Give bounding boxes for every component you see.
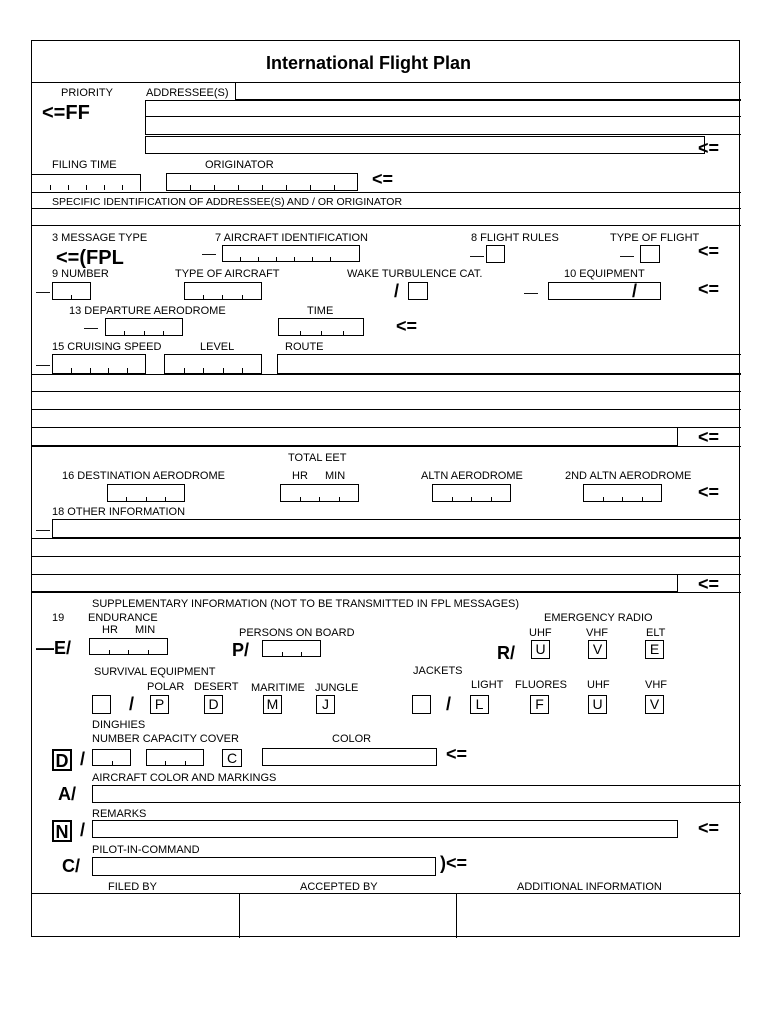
aircraft-type-input[interactable] bbox=[184, 282, 262, 300]
wake-slash: / bbox=[394, 281, 400, 301]
priority-label: PRIORITY bbox=[61, 87, 113, 99]
supplementary-label: SUPPLEMENTARY INFORMATION (NOT TO BE TRANSMITTED IN FPL MESSAGES) bbox=[92, 598, 520, 610]
altn-label: ALTN AERODROME bbox=[421, 470, 523, 482]
route-input-1[interactable] bbox=[277, 354, 741, 374]
filed-by-input[interactable] bbox=[32, 894, 239, 937]
filed-by-label: FILED BY bbox=[108, 881, 157, 893]
survival-jungle-box[interactable]: J bbox=[316, 695, 335, 714]
remarks-label: REMARKS bbox=[92, 808, 147, 820]
other-info-input-2[interactable] bbox=[32, 539, 741, 556]
route-input-3[interactable] bbox=[32, 392, 741, 409]
accepted-by-label: ACCEPTED BY bbox=[300, 881, 378, 893]
specific-id-input[interactable] bbox=[32, 209, 741, 225]
pob-input[interactable] bbox=[262, 640, 321, 657]
survival-slash: / bbox=[129, 694, 135, 714]
other-info-input-1[interactable] bbox=[52, 519, 741, 538]
departure-time-label: TIME bbox=[307, 305, 334, 317]
originator-end-marker: <= bbox=[372, 169, 394, 189]
cruising-speed-input[interactable] bbox=[52, 354, 146, 374]
polar-label: POLAR bbox=[147, 681, 185, 693]
survival-maritime-box[interactable]: M bbox=[263, 695, 282, 714]
item13-end-marker: <= bbox=[396, 316, 418, 336]
endurance-label: ENDURANCE bbox=[88, 612, 158, 624]
departure-label: 13 DEPARTURE AERODROME bbox=[69, 305, 226, 317]
jacket-vhf-box[interactable]: V bbox=[645, 695, 664, 714]
survival-label: SURVIVAL EQUIPMENT bbox=[94, 666, 216, 678]
priority-value: <=FF bbox=[42, 102, 90, 124]
aircraft-id-input[interactable] bbox=[222, 245, 360, 262]
jacket-fluores-box[interactable]: F bbox=[530, 695, 549, 714]
end-marker: <= bbox=[698, 138, 720, 158]
radio-elt-label: ELT bbox=[646, 627, 666, 639]
message-type-label: 3 MESSAGE TYPE bbox=[52, 232, 148, 244]
addressee-input-3[interactable] bbox=[145, 117, 741, 135]
flight-rules-label: 8 FLIGHT RULES bbox=[471, 232, 559, 244]
radio-prefix: R/ bbox=[497, 643, 515, 663]
dinghy-cover-box[interactable]: C bbox=[222, 749, 242, 767]
filing-time-label: FILING TIME bbox=[52, 159, 117, 171]
jacket-light-box[interactable]: L bbox=[470, 695, 489, 714]
aircraft-color-input[interactable] bbox=[92, 785, 741, 803]
radio-uhf-label: UHF bbox=[529, 627, 552, 639]
route-input-2[interactable] bbox=[32, 375, 741, 391]
pic-input[interactable] bbox=[92, 857, 436, 876]
pob-label: PERSONS ON BOARD bbox=[239, 627, 355, 639]
remarks-slash: / bbox=[80, 820, 86, 840]
jackets-label: JACKETS bbox=[413, 665, 463, 677]
jacket-uhf-label: UHF bbox=[587, 679, 610, 691]
type-of-flight-input[interactable] bbox=[640, 245, 660, 263]
item8-end-marker: <= bbox=[698, 241, 720, 261]
cruising-speed-label: 15 CRUISING SPEED bbox=[52, 341, 162, 353]
other-info-input-4[interactable] bbox=[32, 575, 678, 592]
survival-polar-box[interactable]: P bbox=[150, 695, 169, 714]
item10-end-marker: <= bbox=[698, 279, 720, 299]
destination-label: 16 DESTINATION AERODROME bbox=[62, 470, 225, 482]
dinghy-color-label: COLOR bbox=[332, 733, 372, 745]
altn2-label: 2ND ALTN AERODROME bbox=[565, 470, 692, 482]
addressee-input-1[interactable] bbox=[235, 83, 741, 100]
other-info-input-3[interactable] bbox=[32, 557, 741, 574]
jacket-uhf-box[interactable]: U bbox=[588, 695, 607, 714]
survival-input[interactable] bbox=[92, 695, 111, 714]
endurance-prefix: —E/ bbox=[36, 638, 72, 658]
endurance-hr-label: HR bbox=[102, 624, 118, 636]
item19-number: 19 bbox=[52, 612, 65, 624]
dinghy-capacity-input[interactable] bbox=[146, 749, 204, 766]
additional-info-input[interactable] bbox=[457, 894, 740, 937]
other-info-label: 18 OTHER INFORMATION bbox=[52, 506, 186, 518]
pic-close-marker: )<= bbox=[440, 853, 468, 873]
dinghies-slash: / bbox=[80, 749, 86, 769]
eet-hr-label: HR bbox=[292, 470, 308, 482]
addressee-input-4[interactable] bbox=[145, 136, 705, 154]
equipment-input[interactable] bbox=[548, 282, 661, 300]
radio-uhf-box[interactable]: U bbox=[531, 640, 550, 659]
remarks-end-marker: <= bbox=[698, 818, 720, 838]
route-input-5[interactable] bbox=[32, 428, 678, 446]
flight-plan-form: International Flight Plan PRIORITY ADDRESSEE(S) <=FF <= FILING TIME ORIGINATOR <= SPECIFIC IDENTIFICATION OF ADDRESSEE(S) AND / OR ORIGINATOR 3 MESSAGE TYPE <=(FPL 7 AIRCRAFT IDENTIFICATION — 8 FLIGHT RULES — TYPE OF FLIGHT — <= 9 NUMBER TYPE OF AIRCRAFT WAKE TURBULENCE CAT. 10 EQUIPMENT — / — / <= 13 DEPARTURE AERODROME TIME — <= 15 CRUISING SPEED LEVEL ROUTE — <= TOTAL EET HR MIN 16 DESTINATION AERODROME ALTN AERODROME 2ND ALTN AERODROME <= 18 OTHER INFORMATION — <= SUPPLEMENTARY INFORMATION (NOT TO BE TRANSMITTED IN FPL MESSAGES) 19 ENDURANCE HR MIN —E/ PERSONS ON BOARD P/ EMERGENCY RADIO UHF VHF ELT R/ U V E SURVIVAL EQUIPMENT POLAR DESERT MARITIME JUNGLE / P D M J JACKETS LIGHT FLUORES UHF VHF / L F U V DINGHIES NUMBER CAPACITY COVER COLOR D / C <= AIRCRAFT COLOR AND MARKINGS A/ REMARKS N / <= PILOT-IN-COMMAND C/ )<= FILED BY ACCEPTED BY ADDITIONAL INFORMATION bbox=[31, 40, 740, 937]
wake-turbulence-input[interactable] bbox=[408, 282, 428, 300]
originator-label: ORIGINATOR bbox=[205, 159, 274, 171]
radio-elt-box[interactable]: E bbox=[645, 640, 664, 659]
aircraft-id-label: 7 AIRCRAFT IDENTIFICATION bbox=[215, 232, 368, 244]
dinghy-color-input[interactable] bbox=[262, 748, 437, 766]
aircraft-color-prefix: A/ bbox=[58, 784, 76, 804]
item18-end-marker: <= bbox=[698, 574, 720, 594]
number-label: 9 NUMBER bbox=[52, 268, 109, 280]
route-end-marker: <= bbox=[698, 427, 720, 447]
addressee-input-2[interactable] bbox=[145, 100, 741, 117]
survival-desert-box[interactable]: D bbox=[204, 695, 223, 714]
jacket-vhf-label: VHF bbox=[645, 679, 667, 691]
remarks-box[interactable]: N bbox=[52, 820, 72, 842]
wake-turbulence-label: WAKE TURBULENCE CAT. bbox=[347, 268, 483, 280]
endurance-min-label: MIN bbox=[135, 624, 156, 636]
accepted-by-input[interactable] bbox=[240, 894, 456, 937]
message-type-value: <=(FPL bbox=[56, 247, 124, 269]
equipment-label: 10 EQUIPMENT bbox=[564, 268, 645, 280]
dinghies-box[interactable]: D bbox=[52, 749, 72, 771]
fluores-label: FLUORES bbox=[515, 679, 567, 691]
specific-id-label: SPECIFIC IDENTIFICATION OF ADDRESSEE(S) AND / OR ORIGINATOR bbox=[52, 196, 403, 208]
remarks-input[interactable] bbox=[92, 820, 678, 838]
pob-prefix: P/ bbox=[232, 640, 250, 660]
level-input[interactable] bbox=[164, 354, 262, 374]
equipment-slash: / bbox=[632, 281, 638, 301]
pic-label: PILOT-IN-COMMAND bbox=[92, 844, 200, 856]
dinghies-label: DINGHIES bbox=[92, 719, 146, 731]
additional-info-label: ADDITIONAL INFORMATION bbox=[517, 881, 662, 893]
radio-vhf-box[interactable]: V bbox=[588, 640, 607, 659]
emergency-radio-label: EMERGENCY RADIO bbox=[544, 612, 653, 624]
aircraft-type-label: TYPE OF AIRCRAFT bbox=[175, 268, 280, 280]
eet-min-label: MIN bbox=[325, 470, 346, 482]
maritime-label: MARITIME bbox=[251, 682, 305, 694]
pic-prefix: C/ bbox=[62, 856, 80, 876]
desert-label: DESERT bbox=[194, 681, 239, 693]
level-label: LEVEL bbox=[200, 341, 235, 353]
jungle-label: JUNGLE bbox=[315, 682, 359, 694]
aircraft-color-label: AIRCRAFT COLOR AND MARKINGS bbox=[92, 772, 277, 784]
jackets-slash: / bbox=[446, 694, 452, 714]
total-eet-label: TOTAL EET bbox=[288, 452, 347, 464]
dinghies-end-marker: <= bbox=[446, 744, 468, 764]
radio-vhf-label: VHF bbox=[586, 627, 608, 639]
item16-end-marker: <= bbox=[698, 482, 720, 502]
route-label: ROUTE bbox=[285, 341, 324, 353]
jackets-input[interactable] bbox=[412, 695, 431, 714]
light-label: LIGHT bbox=[471, 679, 504, 691]
dinghy-columns-label: NUMBER CAPACITY COVER bbox=[92, 733, 239, 745]
flight-rules-input[interactable] bbox=[486, 245, 505, 263]
form-title: International Flight Plan bbox=[266, 53, 472, 73]
addressee-label: ADDRESSEE(S) bbox=[146, 87, 229, 99]
type-of-flight-label: TYPE OF FLIGHT bbox=[610, 232, 700, 244]
route-input-4[interactable] bbox=[32, 410, 741, 427]
